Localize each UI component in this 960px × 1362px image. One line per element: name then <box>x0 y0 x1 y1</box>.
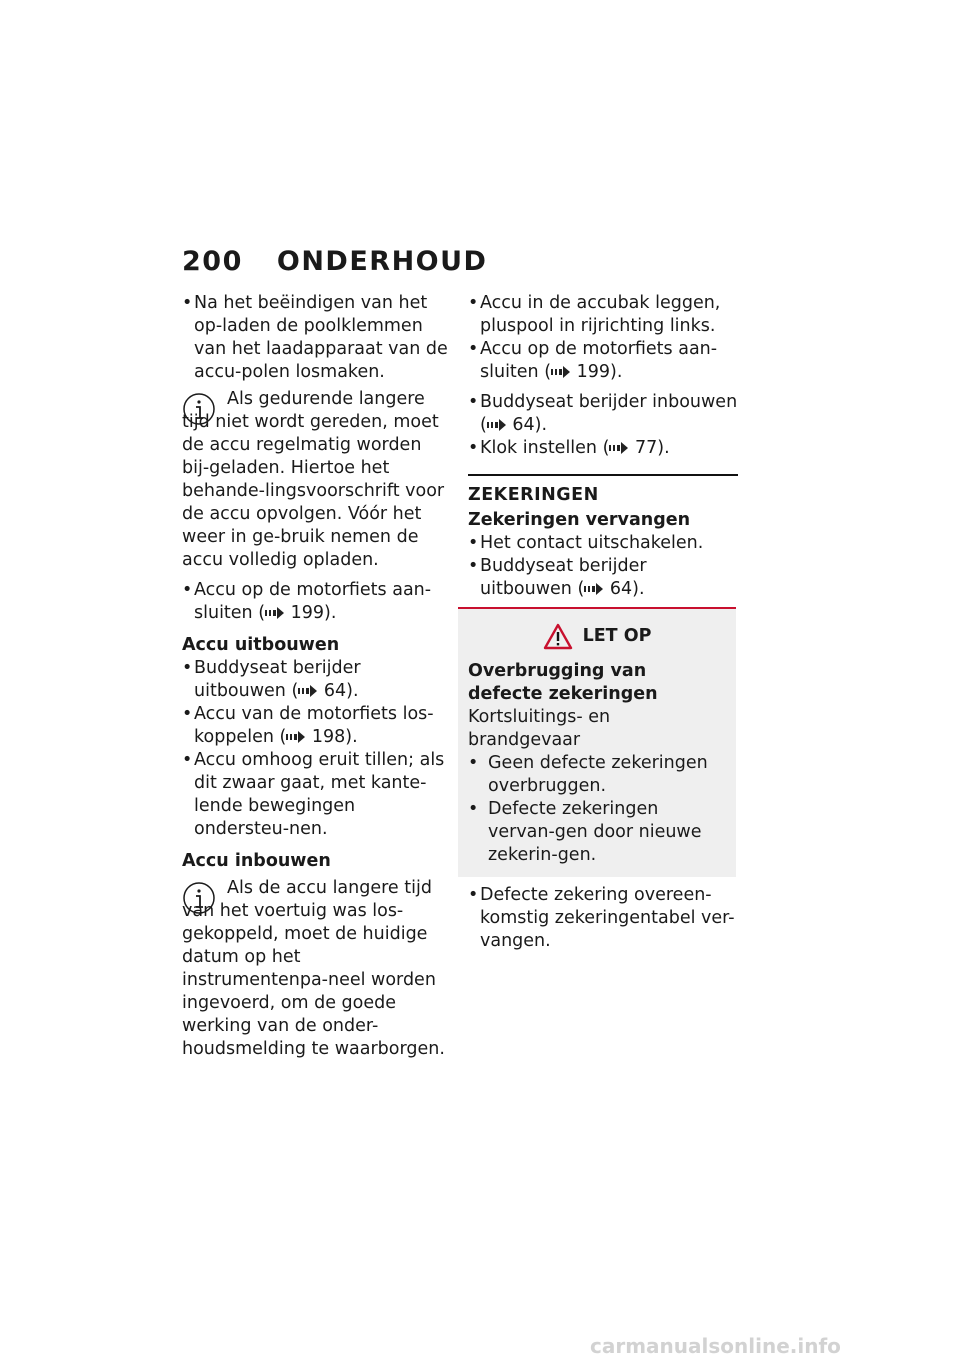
section-title: ZEKERINGEN <box>468 485 599 505</box>
list-item: • Het contact uitschakelen. <box>468 532 738 555</box>
list-item: • Na het beëindigen van het op-laden de poolklemmen van het laadapparaat van de accu-polen losmaken. <box>182 292 452 384</box>
list-item: • Accu op de motorfiets aan-sluiten ( 199). <box>468 338 738 384</box>
list-item: • Accu omhoog eruit tillen; als dit zwaar gaat, met kante-lende bewegingen ondersteu-nen. <box>182 749 452 841</box>
warning-subtitle: Kortsluitings- en brandgevaar <box>468 707 611 750</box>
list-item: • Accu in de accubak leggen, pluspool in rijrichting links. <box>468 292 738 338</box>
right-column <box>468 292 738 953</box>
warning-title: Overbrugging van defecte zekeringen <box>468 661 658 704</box>
warning-header <box>468 623 726 650</box>
page-reference-arrow-icon <box>286 731 306 743</box>
info-icon <box>182 392 216 426</box>
list-item: • Buddyseat berijder uitbouwen ( 64). <box>182 657 452 703</box>
list-item: • Buddyseat berijder inbouwen ( 64). <box>468 391 738 437</box>
page-reference-arrow-icon <box>551 366 571 378</box>
subheading: Zekeringen vervangen <box>468 510 691 530</box>
info-note: Als gedurende langere tijd niet wordt gereden, moet de accu regelmatig worden bij-geladen. Hiertoe het behande-lingsvoorschrift voor de accu opvolgen. Vóór het weer in ge-bruik nemen de accu volledig opladen. <box>182 389 445 570</box>
info-note: Als de accu langere tijd van het voertuig was los-gekoppeld, moet de huidige datum op het instrumentenpa-neel worden ingevoerd, om de goede werking van de onder-houdsmelding te waarborgen. <box>182 878 445 1059</box>
list-item: • Defecte zekeringen vervan-gen door nieuwe zekerin-gen. <box>468 798 726 867</box>
left-column <box>182 292 452 1061</box>
list-item: • Geen defecte zekeringen overbruggen. <box>468 752 726 798</box>
page-title: ONDERHOUD <box>276 246 488 277</box>
section-divider <box>468 474 738 507</box>
page-number: 200 <box>182 246 243 277</box>
subheading: Accu inbouwen <box>182 851 331 871</box>
list-item: • Accu van de motorfiets los-koppelen ( 198). <box>182 703 452 749</box>
subheading: Accu uitbouwen <box>182 635 340 655</box>
warning-box <box>458 607 736 877</box>
list-item: • Accu op de motorfiets aan-sluiten ( 199). <box>182 579 452 625</box>
warning-label: LET OP <box>582 626 652 646</box>
list-item: • Klok instellen ( 77). <box>468 437 738 460</box>
list-item: • Buddyseat berijder uitbouwen ( 64). <box>468 555 738 601</box>
warning-triangle-icon <box>543 623 573 650</box>
page-reference-arrow-icon <box>487 419 507 431</box>
page-reference-arrow-icon <box>584 583 604 595</box>
page-header <box>182 246 487 277</box>
info-icon <box>182 881 216 915</box>
page-reference-arrow-icon <box>609 442 629 454</box>
page-reference-arrow-icon <box>265 607 285 619</box>
list-item: • Defecte zekering overeen-komstig zekeringentabel ver-vangen. <box>468 884 738 953</box>
watermark: carmanualsonline.info <box>590 1334 841 1358</box>
page-reference-arrow-icon <box>298 685 318 697</box>
